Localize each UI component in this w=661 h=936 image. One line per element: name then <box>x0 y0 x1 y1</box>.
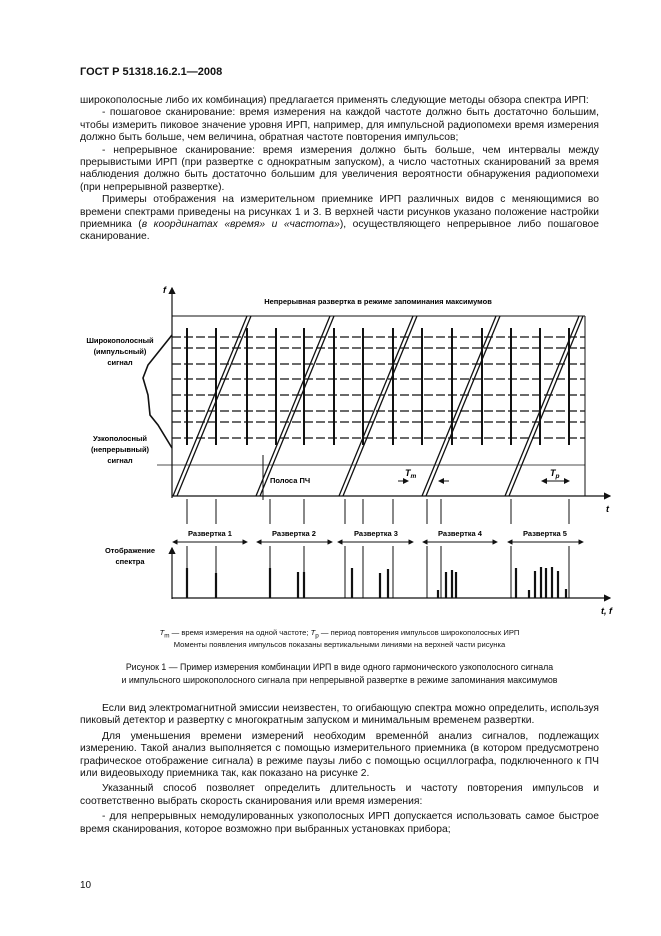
figure-note-2: Моменты появления импульсов показаны вертикальными линиями на верхней части рисунка <box>173 640 506 649</box>
list-item: - для непрерывных немодулированных узкополосных ИРП допускается использовать самое быстрое время сканирования, которое возможно при выбранных установках прибора; <box>80 811 599 835</box>
paragraph: Для уменьшения времени измерений необходим временно́й анализ сигналов, подлежащих измерению. Такой анализ выполняется с помощью измерительного приемника (в котором предусмотрено графическое отображение сигнала) в режиме паузы либо с помощью осциллографа, подключенного к ПЧ или видеовыходу приемника так, как показано на рисунке 2. <box>80 730 599 780</box>
tp-sub: p <box>315 632 319 640</box>
axis-t-label: t <box>606 504 609 514</box>
italic-run: в координатах «время» и «частота» <box>141 219 340 231</box>
tm-label: $T_m$ <box>405 468 417 480</box>
spectrum-label-1: Отображение <box>104 546 156 555</box>
sweep-label-5: Развертка 5 <box>523 529 567 538</box>
sweep-line <box>509 316 583 496</box>
sweep-label-2: Развертка 2 <box>272 529 316 538</box>
wideband-label-3: сигнал <box>107 358 133 367</box>
sweep-line <box>422 316 496 496</box>
axis-tf-label: t, f <box>601 606 612 616</box>
tp-label: $T_p$ <box>550 468 560 480</box>
text-run: — время измерения на одной частоте; <box>169 628 311 637</box>
sweep-line <box>339 316 413 496</box>
tm-sub: m <box>164 632 170 640</box>
wideband-label-2: (импульсный) <box>93 347 147 356</box>
text-run: — период повторения импульсов широкополосных ИРП <box>318 628 520 637</box>
sweep-label-3: Развертка 3 <box>354 529 398 538</box>
list-item-continuous-scan: - непрерывное сканирование: время измерения должно быть больше, чем интервалы между прерывистыми ИРП (при развертке с однократным запуском), а число частотных сканирований за время наблюдения должно быть достаточно большим для увеличения вероятности обнаружения радиопомехи (при непрерывной развертке). <box>80 144 599 193</box>
sweep-line <box>426 316 500 496</box>
document-header: ГОСТ Р 51318.16.2.1—2008 <box>80 66 223 78</box>
text-block-bottom <box>80 703 599 836</box>
paragraph: широкополосные либо их комбинация) предлагается применять следующие методы обзора спектра ИРП: <box>80 95 589 106</box>
figure-caption-2: и импульсного широкополосного сигнала при непрерывной развертке в режиме запоминания максимумов <box>121 675 558 685</box>
narrowband-label-3: сигнал <box>107 456 133 465</box>
page-number: 10 <box>80 880 92 891</box>
paragraph: Если вид электромагнитной эмиссии неизвестен, то огибающую спектра можно определить, используя пиковый детектор и развертку с многократным запуском и минимальным временем развертки. <box>80 703 599 727</box>
tm-symbol: T <box>159 628 165 637</box>
sweep-line <box>256 316 330 496</box>
text-run: Примеры отображения на измерительном приемнике ИРП различных видов с меняющимися во времени спектрами приведены на рисунках 1 и 3. В верхней части рисунков указано положение настройки приемника ( <box>80 194 599 231</box>
spectrum-label-2: спектра <box>115 557 145 566</box>
if-band-label: Полоса ПЧ <box>270 476 311 485</box>
figure-title: Непрерывная развертка в режиме запоминания максимумов <box>264 297 492 306</box>
sweep-line <box>177 316 251 496</box>
paragraph: Указанный способ позволяет определить длительность и частоту повторения импульсов и соответственно выбрать скорость сканирования или время измерения: <box>80 783 599 807</box>
tp-symbol: T <box>310 628 316 637</box>
sweep-line <box>260 316 334 496</box>
sweep-label-4: Развертка 4 <box>438 529 482 538</box>
text-run: ), осуществляющего непрерывное либо пошаговое сканирование. <box>80 219 599 243</box>
wideband-label-1: Широкополосный <box>86 336 154 345</box>
sweep-line <box>505 316 579 496</box>
figure-caption-1: Рисунок 1 — Пример измерения комбинации ИРП в виде одного гармонического узкополосного сигнала <box>125 662 554 672</box>
sweep-line <box>173 316 247 496</box>
spectrum-envelope-curve <box>143 335 172 448</box>
narrowband-label-1: Узкополосный <box>92 434 148 443</box>
narrowband-label-2: (непрерывный) <box>90 445 150 454</box>
list-item-step-scan: - пошаговое сканирование: время измерения на каждой частоте должно быть достаточно большим, чтобы измерить пиковое значение уровня ИРП, например, для импульсной радиопомехи время измерения должно быть больше, чем величина, обратная частоте повторения импульсов; <box>80 107 599 144</box>
axis-f-label: f <box>163 285 166 295</box>
sweep-label-1: Развертка 1 <box>188 529 232 538</box>
